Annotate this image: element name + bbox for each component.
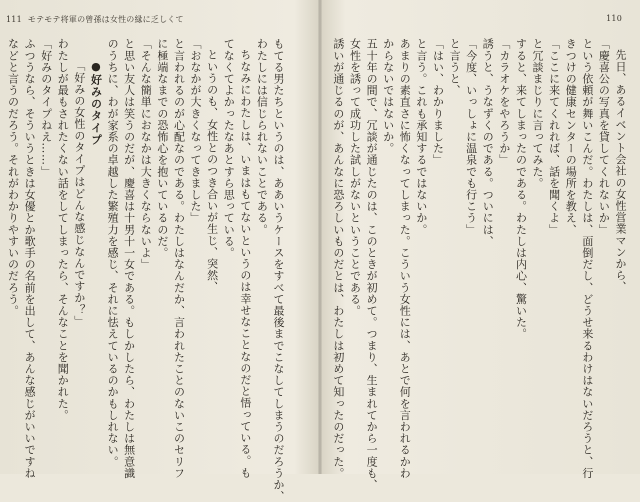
text-line: 誘いが通じるのが、あんなに恐ろしいものだとは、わたしは初めて知ったのだった。 [331,38,345,479]
text-line: 「おなかが大きくなってきました」 [189,38,203,224]
text-line: と冗談まじりに言ってみた。 [531,38,545,189]
left-page-body [6,38,286,502]
text-line: きつけの健康センターの場所を教え、 [564,38,578,236]
right-page-header [606,14,622,23]
left-page [0,0,318,502]
right-page [322,0,640,491]
text-line: 「カラオケをやろうか」 [497,38,511,166]
text-line: 「そんな簡単におなかは大きくならないよ」 [139,38,153,270]
text-line: からないではないか。 [381,38,395,154]
text-line: という依頼が舞いこんだ。わたしは、面倒だし、どうせ来るわけはないだろうと、行 [580,38,594,479]
text-line: 「好みのタイプねえ……」 [39,38,53,178]
running-title: モテモテ将軍の曾孫は女性の縁に乏しくて [27,15,184,24]
text-line: わたしには信じられないことである。 [255,38,269,236]
text-line: 「はい、わかりました」 [431,38,445,166]
right-page-number: 110 [606,14,622,23]
text-line: というのも、女性とのつき合いが生じ、突然、 [205,49,219,293]
text-line: 「好みの女性のタイプはどんな感じなんですか？」 [72,60,86,327]
text-line: てなくてよかったなあとすら思っている。 [222,38,236,259]
text-line: もてる男たちというのは、ああいうケースをすべて最後までこなしてしまうのだろうか、 [272,38,285,502]
text-line: 先日、あるイベント会社の女性営業マンから、 [614,49,627,293]
text-line: わたしが最もされたくない話をしてしまったら、そんなことを聞かれた。 [56,38,70,421]
text-line: に極端なまでの恐怖心を抱いているのだ。 [155,38,169,259]
text-line: と言うと、 [448,38,462,96]
text-line: 女性を誘って成功した試しがないということである。 [348,38,362,317]
text-line: と思い友人は笑うのだが、慶喜は十男十一女である。もしかしたら、わたしは無意識 [122,38,136,479]
left-page-header [6,14,184,25]
text-line: ちなみにわたしは、いまはもてないというのは幸せなことなのだと悟っている。も [238,49,252,479]
left-page-number: 111 [6,15,22,24]
text-line: あまりの素直さに怖くなってしまった。こういう女性には、あとで何を言われるかわ [398,38,412,479]
text-line: ふつうなら、そういうときは女優とか歌手の名前を出して、あんな感じがいいですね [23,38,37,479]
text-line: と言われるのが心配なのである。わたしはなんだか、言われたことのないこのセリフ [172,38,186,479]
text-line: すると、来てしまったのである。わたしは内心、驚いた。 [514,38,528,340]
text-line: 五十年の間で、冗談が通じたのは、このときが初めて。つまり、生まれてから一度も、 [365,38,379,491]
text-line: 「今度、いっしょに温泉でも行こう」 [464,38,478,236]
text-line: と言う。これも承知するではないか。 [414,38,428,236]
text-line: などと言うのだろう。それがわかりやすいのだろう。 [6,38,20,317]
text-line: 誘うと、うなずくのである。ついには、 [481,38,495,247]
right-page-body [331,38,628,491]
text-line: 「ここに来てくれれば、話を聞くよ」 [547,38,561,236]
section-heading: ●好みのタイプ [89,60,103,146]
text-line: のうちに、わが家系の卓越した繁殖力を感じ、それに怯えているのかもしれない。 [106,38,120,468]
text-line: 「慶喜公の写真を貸してくれないか」 [597,38,611,236]
